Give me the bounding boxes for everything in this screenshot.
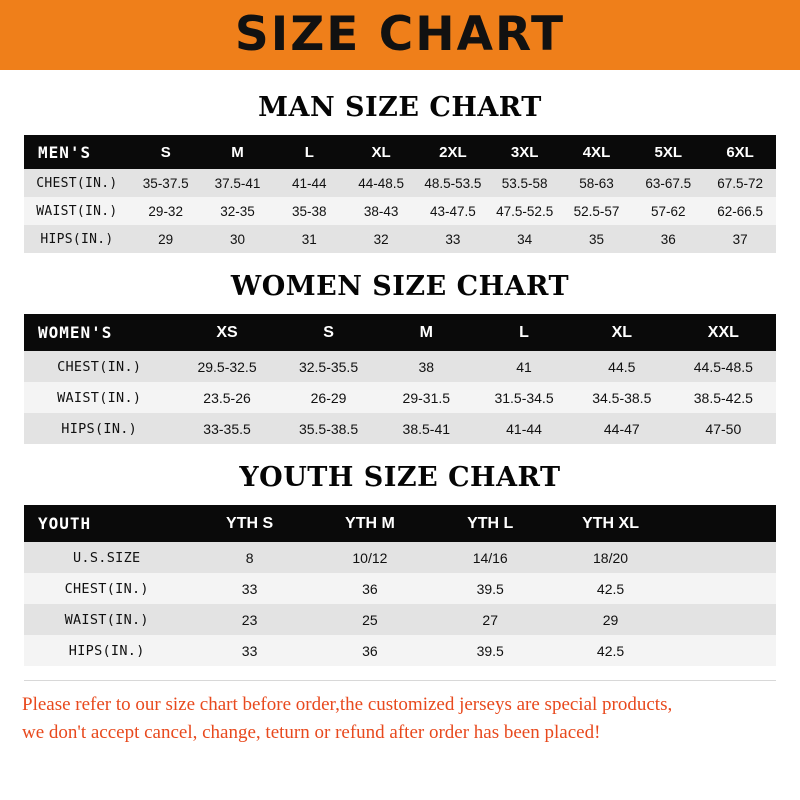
men-waist-xl: 38-43 [345, 197, 417, 225]
women-header-xs: XS [174, 314, 279, 351]
men-hips-3xl: 34 [489, 225, 561, 253]
youth-header-blank [671, 505, 776, 542]
men-waist-4xl: 52.5-57 [561, 197, 633, 225]
youth-chest-m: 36 [310, 573, 430, 604]
youth-header-xl: YTH XL [550, 505, 670, 542]
women-row-label-chest: CHEST(IN.) [24, 351, 174, 382]
men-waist-6xl: 62-66.5 [704, 197, 776, 225]
youth-waist-xl: 29 [550, 604, 670, 635]
men-header-m: M [202, 135, 274, 169]
women-header-s: S [280, 314, 378, 351]
women-chest-s: 32.5-35.5 [280, 351, 378, 382]
men-header-label: MEN'S [24, 135, 130, 169]
youth-ussize-blank [671, 542, 776, 573]
women-waist-xs: 23.5-26 [174, 382, 279, 413]
men-waist-2xl: 43-47.5 [417, 197, 489, 225]
women-waist-m: 29-31.5 [377, 382, 475, 413]
youth-waist-s: 23 [189, 604, 309, 635]
women-hips-xs: 33-35.5 [174, 413, 279, 444]
youth-waist-m: 25 [310, 604, 430, 635]
men-hips-2xl: 33 [417, 225, 489, 253]
men-size-section [0, 92, 800, 253]
men-chest-xl: 44-48.5 [345, 169, 417, 197]
youth-header-label: YOUTH [24, 505, 189, 542]
youth-waist-l: 27 [430, 604, 550, 635]
table-row [24, 225, 776, 253]
table-row [24, 413, 776, 444]
youth-ussize-xl: 18/20 [550, 542, 670, 573]
men-chest-s: 35-37.5 [130, 169, 202, 197]
women-chest-xl: 44.5 [573, 351, 671, 382]
header-banner [0, 0, 800, 70]
women-header-l: L [475, 314, 573, 351]
women-chest-m: 38 [377, 351, 475, 382]
youth-chest-s: 33 [189, 573, 309, 604]
table-row [24, 382, 776, 413]
youth-ussize-s: 8 [189, 542, 309, 573]
men-waist-3xl: 47.5-52.5 [489, 197, 561, 225]
table-row [24, 351, 776, 382]
men-row-label-hips: HIPS(IN.) [24, 225, 130, 253]
footer-note-line-2: we don't accept cancel, change, teturn or refund after order has been placed! [22, 721, 601, 743]
youth-hips-blank [671, 635, 776, 666]
men-header-4xl: 4XL [561, 135, 633, 169]
women-section-title: WOMEN SIZE CHART [230, 271, 570, 302]
men-header-2xl: 2XL [417, 135, 489, 169]
banner-right-block [720, 0, 800, 70]
youth-row-label-hips: HIPS(IN.) [24, 635, 189, 666]
women-waist-s: 26-29 [280, 382, 378, 413]
women-chest-xs: 29.5-32.5 [174, 351, 279, 382]
table-header-row [24, 314, 776, 351]
youth-ussize-m: 10/12 [310, 542, 430, 573]
table-row [24, 169, 776, 197]
men-header-5xl: 5XL [632, 135, 704, 169]
youth-row-label-waist: WAIST(IN.) [24, 604, 189, 635]
men-header-l: L [273, 135, 345, 169]
women-row-label-waist: WAIST(IN.) [24, 382, 174, 413]
women-waist-xl: 34.5-38.5 [573, 382, 671, 413]
men-chest-5xl: 63-67.5 [632, 169, 704, 197]
youth-chest-blank [671, 573, 776, 604]
women-waist-xxl: 38.5-42.5 [671, 382, 776, 413]
table-header-row [24, 505, 776, 542]
men-hips-m: 30 [202, 225, 274, 253]
youth-chest-l: 39.5 [430, 573, 550, 604]
women-size-table [24, 314, 776, 444]
men-header-s: S [130, 135, 202, 169]
men-waist-l: 35-38 [273, 197, 345, 225]
women-hips-xl: 44-47 [573, 413, 671, 444]
women-hips-s: 35.5-38.5 [280, 413, 378, 444]
women-header-xl: XL [573, 314, 671, 351]
women-size-section [0, 271, 800, 444]
youth-waist-blank [671, 604, 776, 635]
youth-hips-s: 33 [189, 635, 309, 666]
men-row-label-waist: WAIST(IN.) [24, 197, 130, 225]
men-chest-4xl: 58-63 [561, 169, 633, 197]
men-hips-6xl: 37 [704, 225, 776, 253]
men-hips-s: 29 [130, 225, 202, 253]
men-chest-l: 41-44 [273, 169, 345, 197]
women-hips-xxl: 47-50 [671, 413, 776, 444]
women-header-m: M [377, 314, 475, 351]
youth-hips-m: 36 [310, 635, 430, 666]
women-header-xxl: XXL [671, 314, 776, 351]
women-chest-xxl: 44.5-48.5 [671, 351, 776, 382]
women-hips-l: 41-44 [475, 413, 573, 444]
women-row-label-hips: HIPS(IN.) [24, 413, 174, 444]
youth-header-m: YTH M [310, 505, 430, 542]
table-row [24, 542, 776, 573]
men-chest-3xl: 53.5-58 [489, 169, 561, 197]
youth-row-label-ussize: U.S.SIZE [24, 542, 189, 573]
youth-chest-xl: 42.5 [550, 573, 670, 604]
men-hips-xl: 32 [345, 225, 417, 253]
men-header-xl: XL [345, 135, 417, 169]
men-chest-2xl: 48.5-53.5 [417, 169, 489, 197]
youth-size-section [0, 462, 800, 666]
page-title: SIZE CHART [80, 0, 720, 70]
men-header-6xl: 6XL [704, 135, 776, 169]
youth-hips-l: 39.5 [430, 635, 550, 666]
men-chest-6xl: 67.5-72 [704, 169, 776, 197]
women-waist-l: 31.5-34.5 [475, 382, 573, 413]
youth-header-s: YTH S [189, 505, 309, 542]
men-waist-m: 32-35 [202, 197, 274, 225]
table-row [24, 635, 776, 666]
banner-left-block [0, 0, 80, 70]
men-header-3xl: 3XL [489, 135, 561, 169]
men-section-title: MAN SIZE CHART [258, 92, 542, 123]
men-waist-s: 29-32 [130, 197, 202, 225]
men-size-table [24, 135, 776, 253]
women-chest-l: 41 [475, 351, 573, 382]
table-header-row [24, 135, 776, 169]
footer-note [0, 681, 800, 746]
table-row [24, 604, 776, 635]
footer-note-line-1: Please refer to our size chart before order,the customized jerseys are special products, [22, 694, 673, 715]
table-row [24, 197, 776, 225]
youth-row-label-chest: CHEST(IN.) [24, 573, 189, 604]
table-row [24, 573, 776, 604]
youth-ussize-l: 14/16 [430, 542, 550, 573]
women-header-label: WOMEN'S [24, 314, 174, 351]
youth-section-title: YOUTH SIZE CHART [239, 462, 561, 493]
youth-size-table [24, 505, 776, 666]
men-hips-5xl: 36 [632, 225, 704, 253]
youth-hips-xl: 42.5 [550, 635, 670, 666]
men-row-label-chest: CHEST(IN.) [24, 169, 130, 197]
men-waist-5xl: 57-62 [632, 197, 704, 225]
youth-header-l: YTH L [430, 505, 550, 542]
men-hips-4xl: 35 [561, 225, 633, 253]
men-chest-m: 37.5-41 [202, 169, 274, 197]
women-hips-m: 38.5-41 [377, 413, 475, 444]
men-hips-l: 31 [273, 225, 345, 253]
